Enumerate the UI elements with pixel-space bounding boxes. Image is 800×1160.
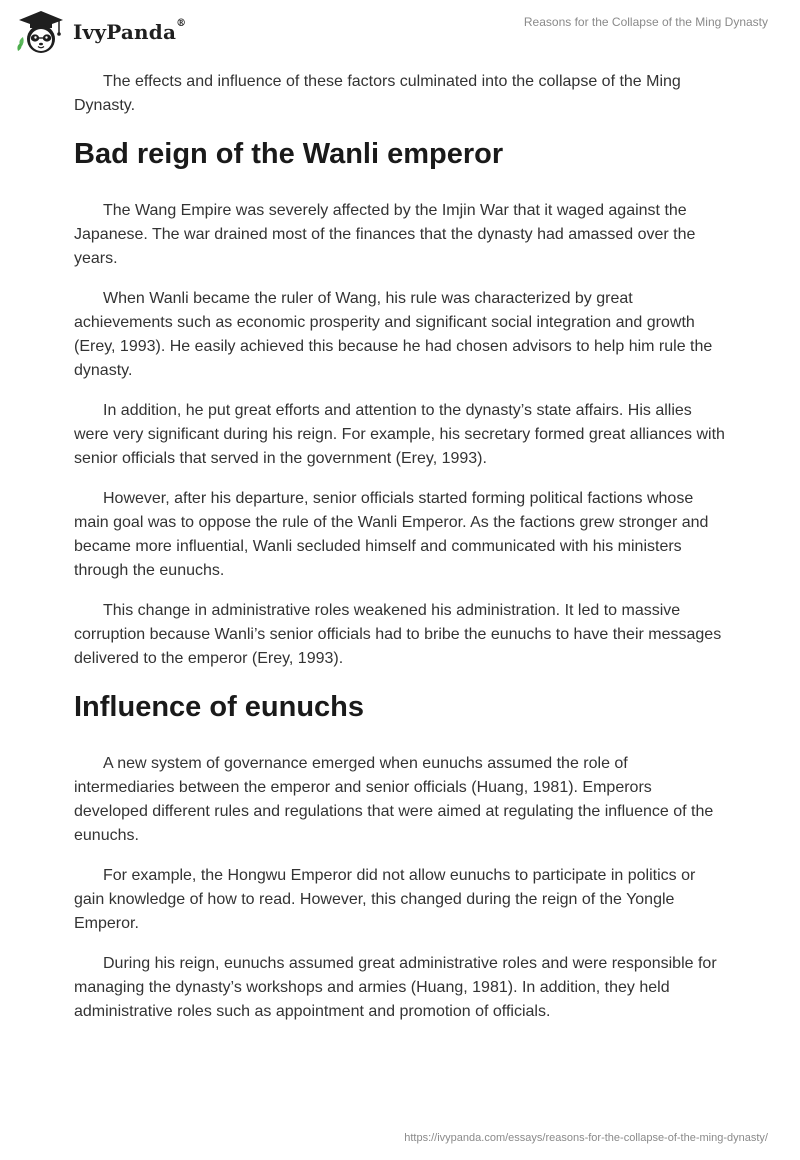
paragraph: The Wang Empire was severely affected by the Imjin War that it waged against the Japanese. The war drained most of the finances that the dynasty had amassed over the years. bbox=[74, 202, 696, 267]
source-url-link[interactable]: https://ivypanda.com/essays/reasons-for-the-collapse-of-the-ming-dynasty/ bbox=[404, 1132, 768, 1144]
section-heading: Bad reign of the Wanli emperor bbox=[74, 138, 504, 170]
page-header bbox=[0, 0, 800, 64]
paragraph: This change in administrative roles weakened his administration. It led to massive corruption because Wanli’s senior officials had to bribe the eunuchs to have their messages delivered to the emperor (Erey, 1993). bbox=[74, 602, 722, 667]
paragraph: A new system of governance emerged when eunuchs assumed the role of intermediaries between the emperor and senior officials (Huang, 1981). Emperors developed different rules and regulations that were aimed at regulating the influence of the eunuchs. bbox=[74, 755, 714, 844]
section-heading: Influence of eunuchs bbox=[74, 691, 365, 723]
essay-body bbox=[74, 70, 726, 1040]
paragraph: During his reign, eunuchs assumed great administrative roles and were responsible for managing the dynasty’s workshops and armies (Huang, 1981). In addition, they held administrative roles such as appointment and promotion of officials. bbox=[74, 955, 717, 1020]
paragraph: However, after his departure, senior officials started forming political factions whose main goal was to oppose the rule of the Wanli Emperor. As the factions grew stronger and became more influential, Wanli secluded himself and communicated with his ministers through the eunuchs. bbox=[74, 490, 709, 579]
paragraph: For example, the Hongwu Emperor did not allow eunuchs to participate in politics or gain knowledge of how to read. However, this changed during the reign of the Yongle Emperor. bbox=[74, 867, 696, 932]
intro-paragraph: The effects and influence of these factors culminated into the collapse of the Ming Dynasty. bbox=[74, 73, 681, 114]
paragraph: When Wanli became the ruler of Wang, his rule was characterized by great achievements such as economic prosperity and significant social integration and growth (Erey, 1993). He easily achieved this because he had chosen advisors to help him rule the dynasty. bbox=[74, 290, 713, 379]
brand-name: IvyPanda® bbox=[73, 18, 187, 44]
panda-graduate-icon bbox=[15, 9, 67, 55]
paragraph: In addition, he put great efforts and attention to the dynasty’s state affairs. His allies were very significant during his reign. For example, his secretary formed great alliances with senior officials that served in the government (Erey, 1993). bbox=[74, 402, 725, 467]
document-title: Reasons for the Collapse of the Ming Dynasty bbox=[523, 15, 768, 29]
brand-logo[interactable] bbox=[15, 9, 186, 55]
